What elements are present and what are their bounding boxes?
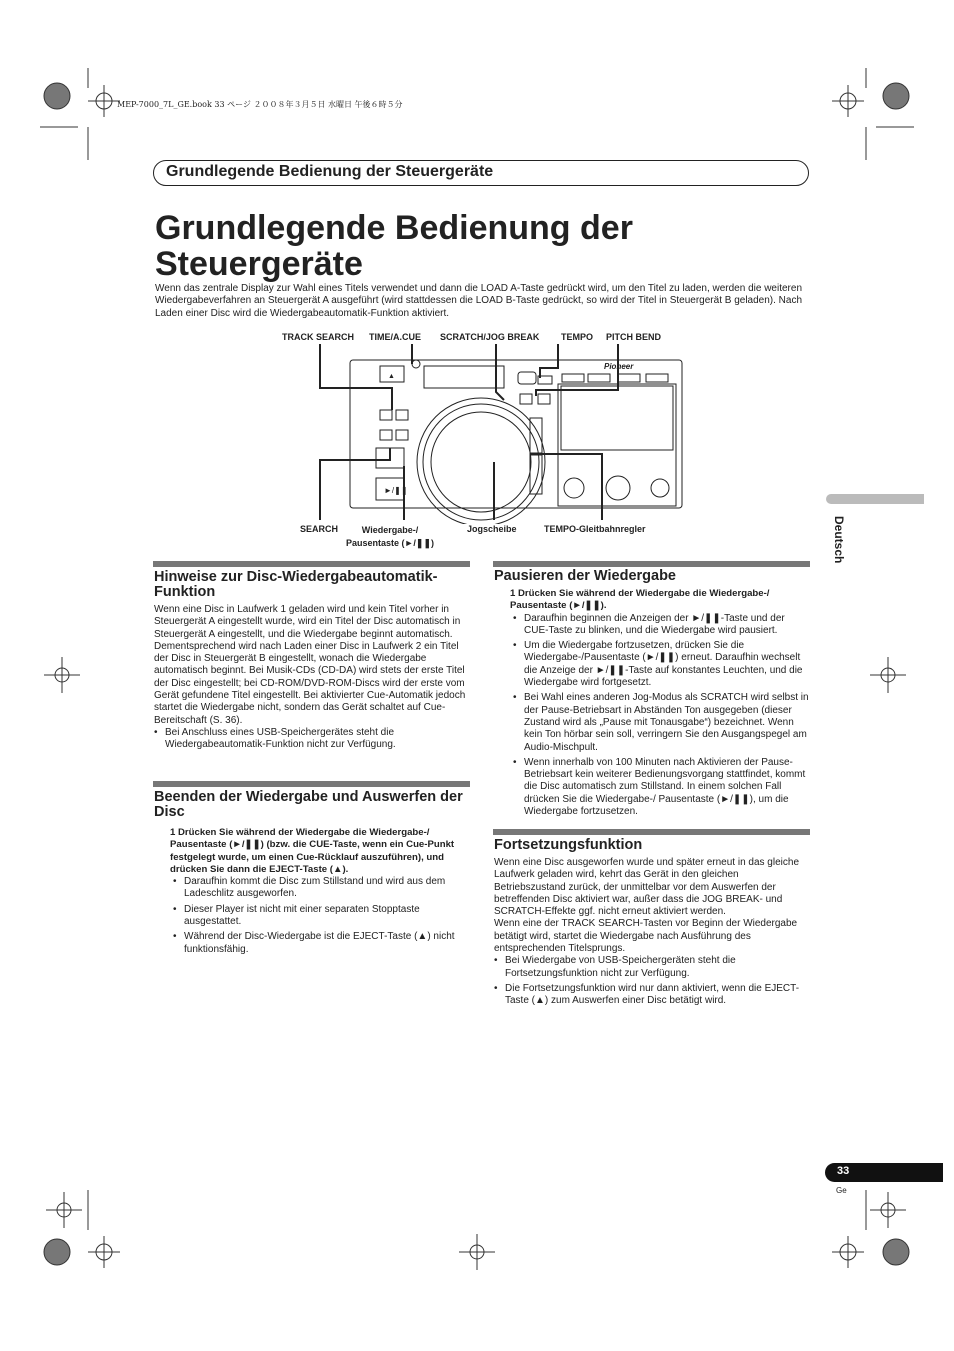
svg-text:▲: ▲ <box>388 373 395 380</box>
paragraph: Wenn eine der TRACK SEARCH-Tasten vor Beginn der Wiedergabe betätigt wird, startet die Wiedergabe nach Ausführung des entsprechenden Titelsprungs. <box>494 918 798 955</box>
section-autoplay <box>154 570 471 752</box>
section-stop-eject <box>154 790 471 956</box>
language-label: Deutsch <box>832 516 846 564</box>
chapter-header-text: Grundlegende Bedienung der Steuergeräte <box>166 163 494 180</box>
label-play-pause: Wiedergabe-/ Pausentaste (►/❚❚) <box>346 525 435 548</box>
brand-logo: Pioneer <box>604 362 634 371</box>
section-heading: Beenden der Wiedergabe und Auswerfen der Disc <box>154 789 463 820</box>
section-pause <box>494 569 810 818</box>
bullet-item: • Die Fortsetzungsfunktion wird nur dann aktiviert, wenn die EJECT-Taste (▲) zum Auswerfen einer Disc betätigt wird. <box>494 983 810 1008</box>
bullet-item: • Bei Wahl eines anderen Jog-Modus als SCRATCH wird selbst in der Pause-Betriebsart in Abständen Ton ausgegeben (dieser Zustand wird als „Pause mit Tonausgabe“) bezeichnet. Wenn kein Ton hörbar sein soll, verringern Sie den Ausgangspegel am Audio-Mischpult. <box>513 692 810 753</box>
page-number: 33 <box>837 1165 850 1177</box>
section-rule <box>153 561 470 567</box>
device-diagram <box>318 344 688 524</box>
bullet-item: • Daraufhin kommt die Disc zum Stillstand und wird aus dem Ladeschlitz ausgeworfen. <box>173 876 471 901</box>
label-jog-wheel: Jogscheibe <box>467 524 517 534</box>
bullet-item: • Um die Wiedergabe fortzusetzen, drücken Sie die Wiedergabe-/Pausentaste (►/❚❚) erneut. Daraufhin wechselt die Anzeige der ►/❚❚-Taste auf konstantes Leuchten, und die Wiedergabe wird fortgesetzt. <box>513 640 810 689</box>
page-title: Grundlegende Bedienung der Steuergeräte <box>155 209 633 283</box>
section-rule <box>493 829 810 835</box>
bullet-item: • Dieser Player ist nicht mit einer separaten Stopptaste ausgestattet. <box>173 904 471 929</box>
diagram-bottom-labels <box>298 523 678 553</box>
bullet-item: • Bei Wiedergabe von USB-Speichergeräten steht die Fortsetzungsfunktion nicht zur Verfügung. <box>494 955 810 980</box>
paragraph: Dementsprechend wird nach Laden einer Disc in Laufwerk 2 ein Titel der Disc in Steuergerät B eingestellt, wonach die Wiedergabe automatisch beginnt. Bei Musik-CDs (CD-DA) wird stets der erste Titel der Disc eingestellt; bei CD-ROM/DVD-ROM-Discs wird der erste vom Gerät gefundene Titel eingestellt. Bei aktivierter Cue-Automatik jedoch startet die Wiedergabe nicht, sondern das Gerät schaltet auf Cue-Bereitschaft (S. 36). <box>154 640 466 726</box>
paragraph: Wenn eine Disc in Laufwerk 1 geladen wird und kein Titel vorher in Steuergerät A eingestellt wurde, wird ein Titel der Disc automatisch in Steuergerät A eingestellt, und die Wiedergabe beginnt automatisch. <box>154 604 461 640</box>
bullet-item: • Daraufhin beginnen die Anzeigen der ►/❚❚-Taste und der CUE-Taste zu blinken, und die Wiedergabe wird pausiert. <box>513 613 810 638</box>
section-rule <box>493 561 810 567</box>
section-rule <box>153 781 470 787</box>
page-number-tab <box>825 1163 943 1182</box>
label-track-search: TRACK SEARCH <box>282 332 354 342</box>
section-resume <box>494 838 810 1008</box>
bullet-item: • Wenn innerhalb von 100 Minuten nach Aktivieren der Pause-Betriebsart kein weiterer Bedienungsvorgang stattfindet, kommt die Disc automatisch zum Stillstand. In einem solchen Fall drücken Sie die Wiedergabe-/ Pausentaste (►/❚❚), um die Wiedergabe fortzusetzen. <box>513 757 810 818</box>
label-time-acue: TIME/A.CUE <box>369 332 422 342</box>
print-info: MEP-7000_7L_GE.book 33 ページ ２００８年３月５日 水曜日 午後６時５分 <box>117 100 403 109</box>
label-scratch: SCRATCH/JOG BREAK <box>440 332 540 342</box>
registration-dot <box>44 83 70 109</box>
label-search: SEARCH <box>300 524 339 534</box>
section-heading: Hinweise zur Disc-Wiedergabeautomatik-Funktion <box>154 569 438 600</box>
language-tab <box>826 494 924 504</box>
section-heading: Pausieren der Wiedergabe <box>494 568 676 584</box>
chapter-header <box>153 160 809 186</box>
label-tempo: TEMPO <box>561 332 594 342</box>
step-1: 1 Drücken Sie während der Wiedergabe die Wiedergabe-/ Pausentaste (►/❚❚) (bzw. die CUE-Taste, wenn ein Cue-Punkt festgelegt wurde, um einen Cue-Rücklauf auszuführen), und drücken Sie dann die EJECT-Taste (▲). <box>170 827 455 875</box>
section-heading: Fortsetzungsfunktion <box>494 837 643 853</box>
label-tempo-slider: TEMPO-Gleitbahnregler <box>544 524 646 534</box>
step-1: 1 Drücken Sie während der Wiedergabe die Wiedergabe-/ Pausentaste (►/❚❚). <box>510 588 770 612</box>
svg-text:►/❚❚: ►/❚❚ <box>384 486 408 495</box>
bullet-item: • Während der Disc-Wiedergabe ist die EJECT-Taste (▲) nicht funktionsfähig. <box>173 931 471 956</box>
label-pitch-bend: PITCH BEND <box>606 332 662 342</box>
page-language-code: Ge <box>836 1186 847 1195</box>
paragraph: Wenn eine Disc ausgeworfen wurde und später erneut in das gleiche Laufwerk geladen wird, kehrt das Gerät in den gleichen Betriebszustand zurück, der unmittelbar vor dem Auswerfen der betreffenden Disc aktiviert war, außer dass die JOG BREAK- und SCRATCH-Effekte ggf. nicht erneut aktiviert werden. <box>494 857 799 918</box>
bullet-item: • Bei Anschluss eines USB-Speichergerätes steht die Wiedergabeautomatik-Funktion nicht zur Verfügung. <box>154 727 471 752</box>
intro-paragraph: Wenn das zentrale Display zur Wahl eines Titels verwendet und dann die LOAD A-Taste gedrückt wird, um den Titel zu laden, werden die weiteren Wiedergabeverfahren an Steuergerät A ausgeführt (wird stattdessen die LOAD B-Taste gedrückt, so wird der Titel in Steuergerät B geladen). Nach Laden einer Disc wird die Wiedergabeautomatik-Funktion aktiviert. <box>155 283 803 319</box>
